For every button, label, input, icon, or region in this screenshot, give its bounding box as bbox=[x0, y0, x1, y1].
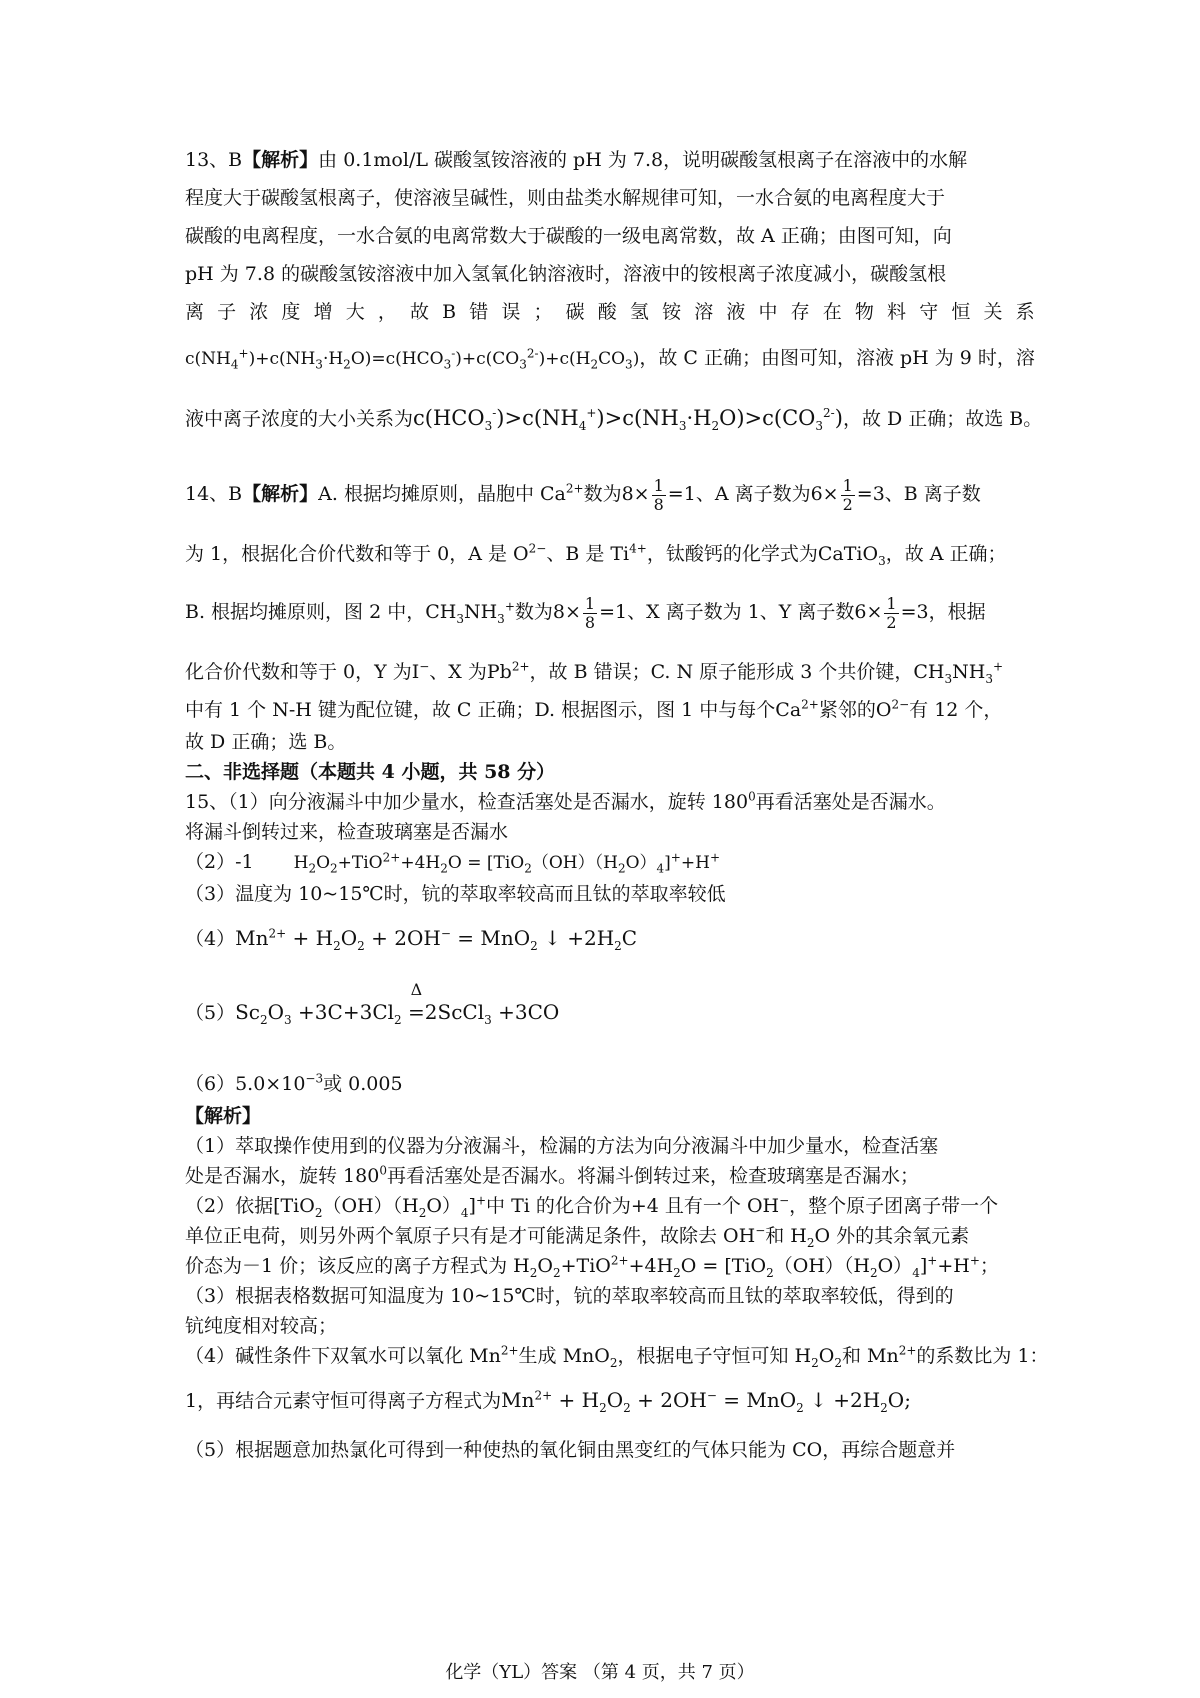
q13-line-5: 离 子 浓 度 增 大 ， 故 B 错 误 ； 碳 酸 氢 铵 溶 液 中 存 在 物 料 守 恒 关 系 bbox=[185, 301, 1035, 323]
q15-answer-6: $(6)5.0\times 10^{-3}$或 0.005 bbox=[185, 1071, 403, 1095]
q15-explain-2: （2）依据$[TiO_2(OH)(H_2O)_4]^+$中 Ti 的化合价为+4 且有一个 OH−，整个原子团离子带一个 bbox=[185, 1193, 999, 1220]
q15-explain-1-cont: 处是否漏水，旋转 $180^0$再看活塞处是否漏水。将漏斗倒转过来，检查玻璃塞是否漏水； bbox=[185, 1163, 919, 1187]
q14-line-6: 故 D 正确；选 B。 bbox=[185, 731, 347, 753]
q13-number: 13、B bbox=[185, 149, 243, 171]
page-footer: 化学（YL）答案 （第 4 页，共 7 页） bbox=[445, 1662, 755, 1683]
q15-explain-2-end: 价态为－1 价；该反应的离子方程式为 $H_2O_2+TiO^{2+}+4H_2O = [TiO_2(OH)(H_2O)_4]^++H^+$； bbox=[185, 1253, 999, 1280]
q15-explain-5: （5）根据题意加热氯化可得到一种使热的氧化铜由黑变红的气体只能为 CO，再综合题意并 bbox=[185, 1439, 956, 1461]
section-heading: 二、非选择题（本题共 4 小题，共 58 分） bbox=[185, 761, 556, 783]
q15-answer-1-cont: 将漏斗倒转过来，检查玻璃塞是否漏水 bbox=[185, 821, 509, 843]
q13-analysis-label: 【解析】 bbox=[242, 149, 319, 171]
q15-explain-4-cont: 1，再结合元素守恒可得离子方程式为$Mn^{2+} + H_2O_2 + 2OH^- = MnO_2$ ↓ $+2H_2O$; bbox=[185, 1388, 911, 1415]
q14-line-3: B. 根据均摊原则，图 2 中，$CH_3NH_3^+$数为8× $\frac{1}{8}$ =1、X 离子数为 1、Y 离子数6× $\frac{1}{2}$ =3，根据 bbox=[185, 593, 986, 632]
q13-line-3: 碳酸的电离程度，一水合氨的电离常数大于碳酸的一级电离常数，故 A 正确；由图可知，向 bbox=[185, 225, 952, 247]
q13-line-2: 程度大于碳酸氢根离子，使溶液呈碱性，则由盐类水解规律可知，一水合氨的电离程度大于 bbox=[185, 187, 946, 209]
q13-line-6: $c(NH_4^+)+c(NH_3\cdot H_2O)=c(HCO_3^-)+c(CO_3^{2-})+c(H_2CO_3)$，故 C 正确；由图可知，溶液 pH 为 9 时，溶 bbox=[185, 346, 1035, 372]
q13-line-7: 液中离子浓度的大小关系为$c(HCO_3^-)>c(NH_4^+)>c(NH_3\cdot H_2O)>c(CO_3^{2-})$，故 D 正确；故选 B。 bbox=[185, 406, 1043, 434]
q15-explain-3-cont: 钪纯度相对较高； bbox=[185, 1315, 338, 1337]
ion-concentration-order: $c(HCO_3^-)>c(NH_4^+)>c(NH_3\cdot H_2O)>c(CO_3^{2-})$ bbox=[413, 406, 843, 434]
q15-explain-2-cont: 单位正电荷，则另外两个氧原子只有是才可能满足条件，故除去 OH−和 $H_2O$ 外的其余氧元素 bbox=[185, 1223, 970, 1250]
q15-explain-3: （3）根据表格数据可知温度为 10~15℃时，钪的萃取率较高而且钛的萃取率较低，得到的 bbox=[185, 1285, 954, 1307]
q14-number: 14、B bbox=[185, 483, 243, 505]
q15-answer-1: 15、（1）向分液漏斗中加少量水，检查活塞处是否漏水，旋转 $180^0$再看活塞处是否漏水。 bbox=[185, 789, 946, 813]
q15-explain-1: （1）萃取操作使用到的仪器为分液漏斗，检漏的方法为向分液漏斗中加少量水，检查活塞 bbox=[185, 1135, 939, 1157]
q13-line-1: 13、B【解析】由 0.1mol/L 碳酸氢铵溶液的 pH 为 7.8，说明碳酸氢根离子在溶液中的水解 bbox=[185, 149, 968, 171]
q13-line-4: pH 为 7.8 的碳酸氢铵溶液中加入氢氧化钠溶液时，溶液中的铵根离子浓度减小，碳酸氢根 bbox=[185, 263, 947, 285]
q15-answer-5: $(5)Sc_2O_3 +3C+3Cl_2$ Δ =2ScCl$_3$ +3CO bbox=[185, 980, 560, 1027]
material-balance-formula: $c(NH_4^+)+c(NH_3\cdot H_2O)=c(HCO_3^-)+c(CO_3^{2-})+c(H_2CO_3)$ bbox=[185, 346, 640, 372]
q14-line-2: 为 1，根据化合价代数和等于 0，A 是 $O^{2-}$、B 是 $Ti^{4+}$，钛酸钙的化学式为CaTiO$_3$，故 A 正确； bbox=[185, 541, 1007, 568]
q14-analysis-label: 【解析】 bbox=[242, 483, 319, 505]
q15-answer-4: $(4)Mn^{2+} + H_2O_2 + 2OH^- = MnO_2$ ↓ $+2H_2C$ bbox=[185, 926, 638, 953]
q15-answer-3: （3）温度为 10~15℃时，钪的萃取率较高而且钛的萃取率较低 bbox=[185, 883, 726, 905]
q14-line-5: 中有 1 个 N-H 键为配位键，故 C 正确；D. 根据图示，图 1 中与每个$Ca^{2+}$紧邻的$O^{2-}$有 12 个， bbox=[185, 697, 1003, 721]
q15-answer-2: （2）-1 $H_2O_2+TiO^{2+}+4H_2O = [TiO_2(OH)(H_2O)_4]^++H^+$ bbox=[185, 850, 720, 876]
q15-analysis-label: 【解析】 bbox=[185, 1105, 262, 1127]
q14-line-4: 化合价代数和等于 0，Y 为I−、X 为$Pb^{2+}$，故 B 错误；C. N 原子能形成 3 个共价键，$CH_3NH_3^+$ bbox=[185, 659, 1004, 686]
q14-line-1: 14、B【解析】A. 根据均摊原则，晶胞中 $Ca^{2+}$数为8× $\frac{1}{8}$ =1、A 离子数为6× $\frac{1}{2}$ =3、B 离子数 bbox=[185, 475, 981, 514]
q15-explain-4: （4）碱性条件下双氧水可以氧化 $Mn^{2+}$生成 MnO$_2$，根据电子守恒可知 $H_2O_2$和 $Mn^{2+}$的系数比为 1： bbox=[185, 1343, 1049, 1370]
